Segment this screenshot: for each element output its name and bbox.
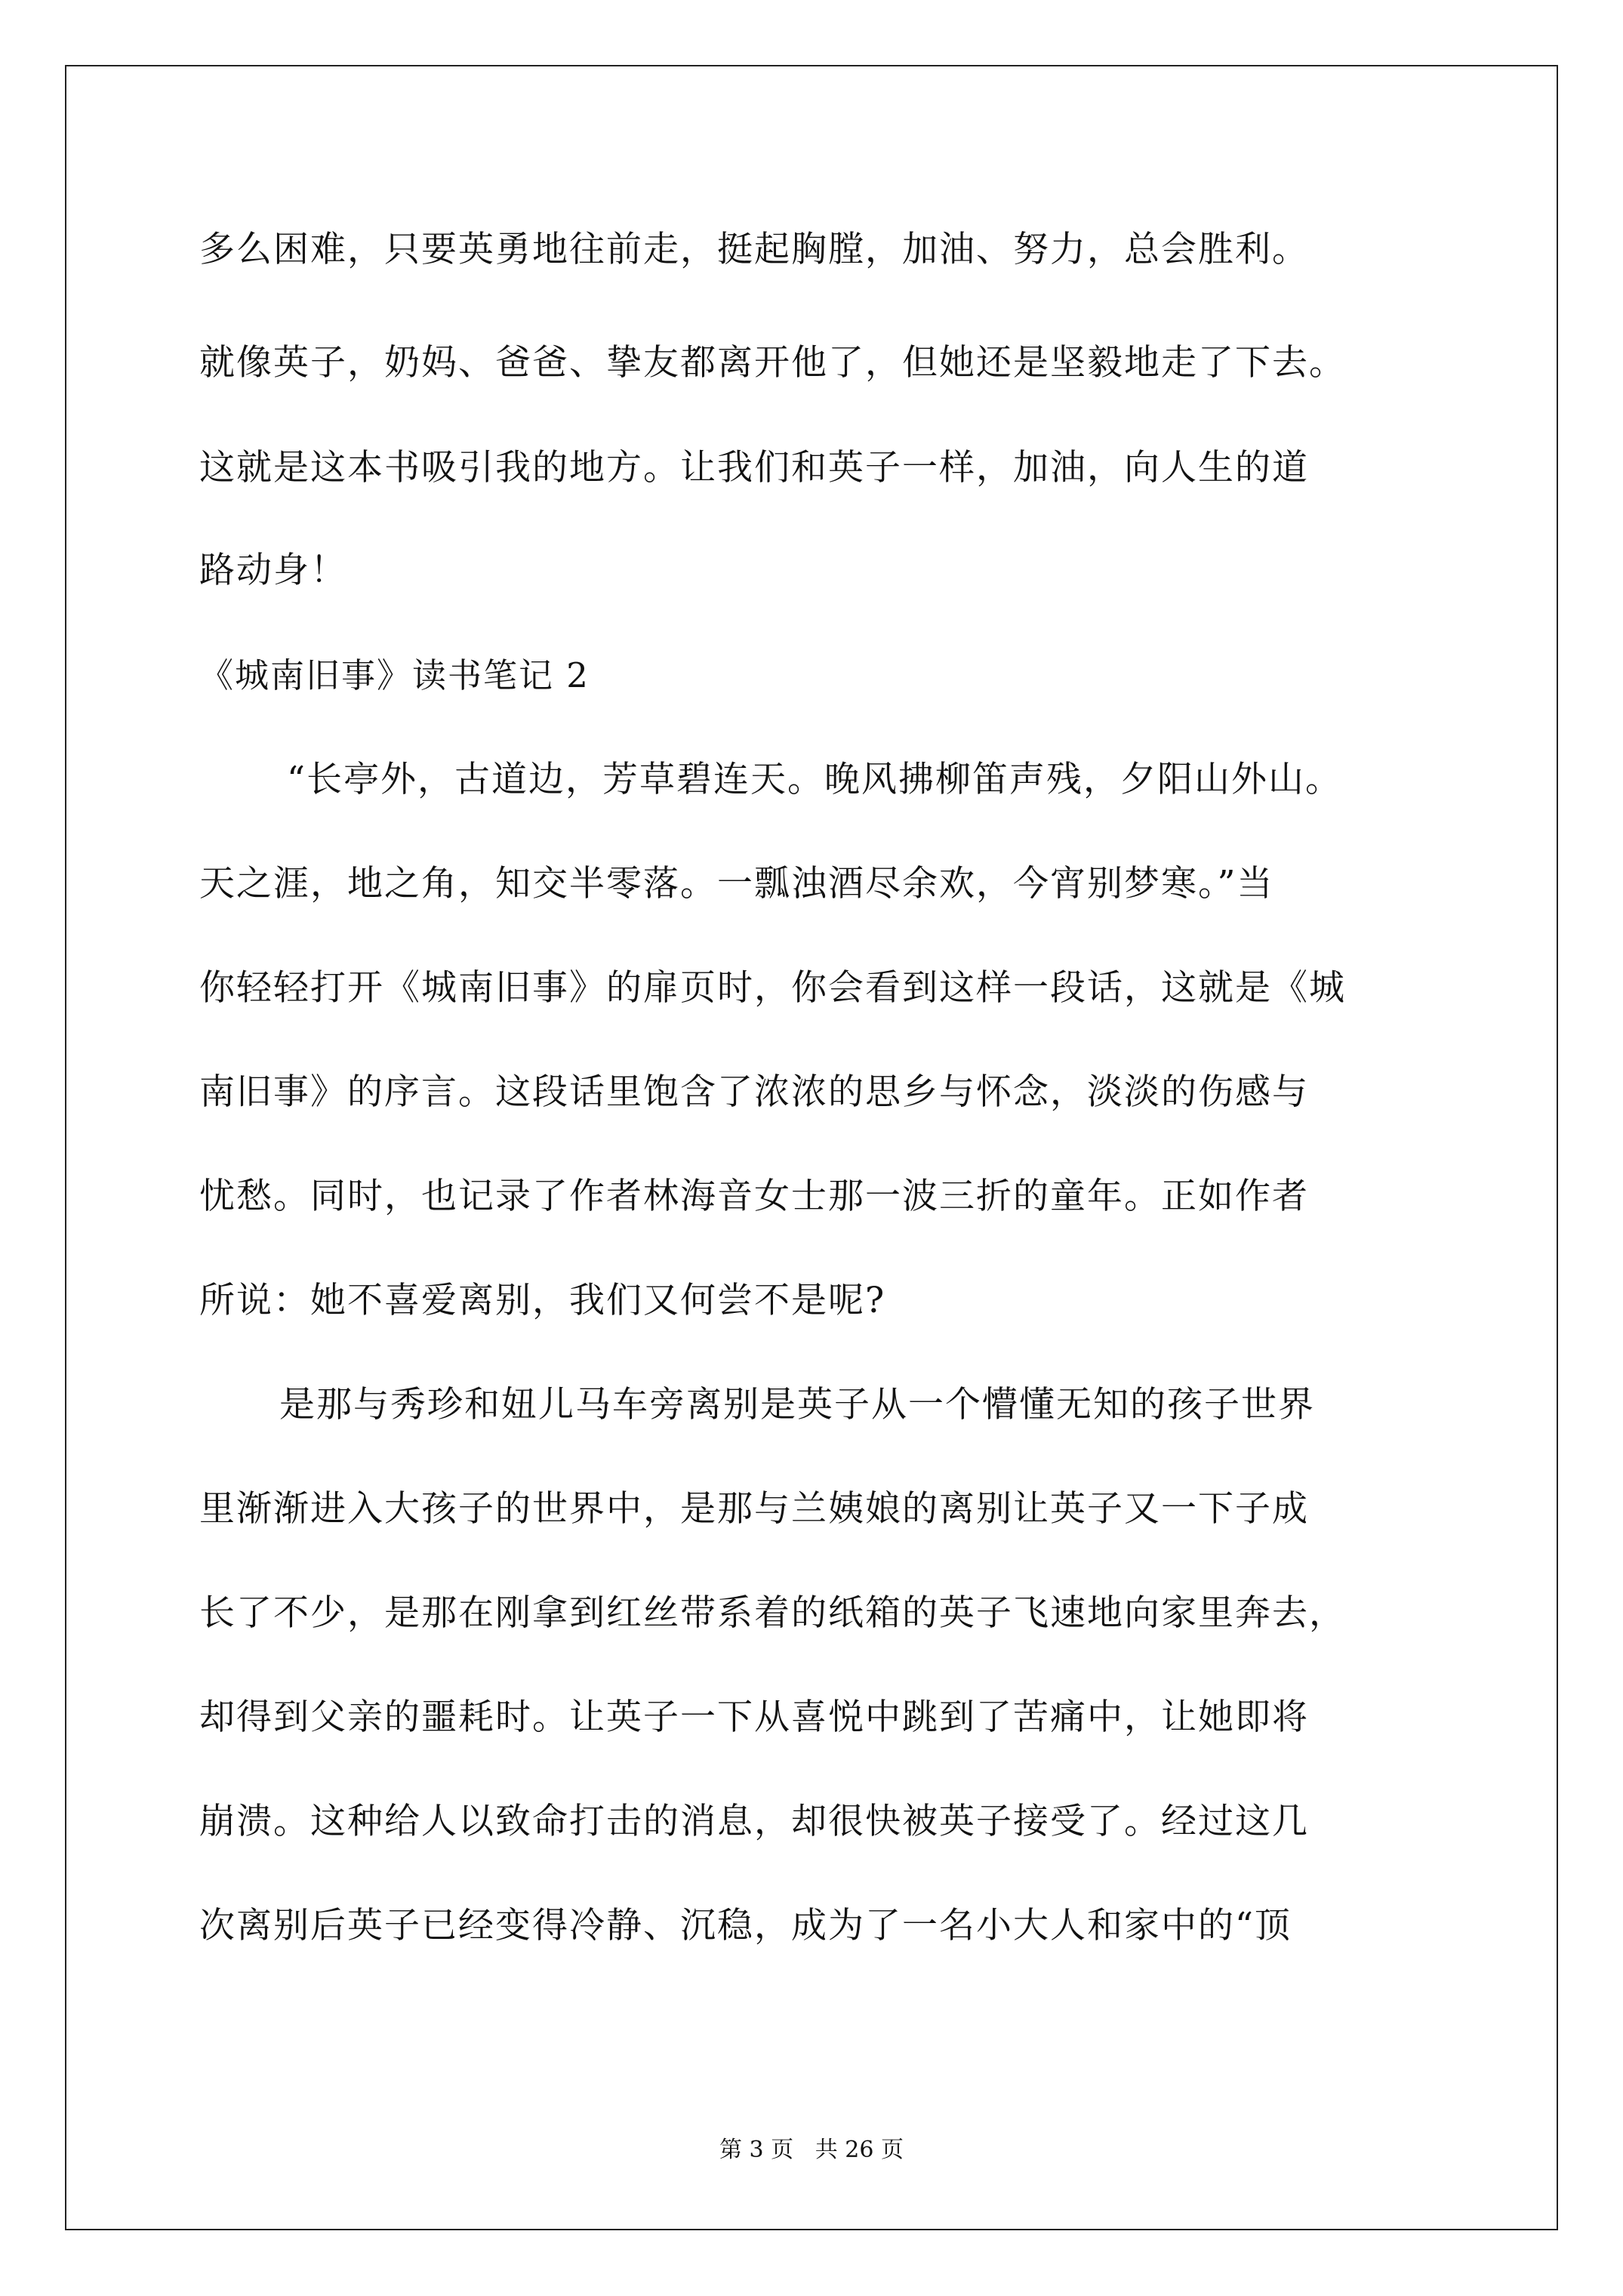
text-line: 南旧事》的序言。这段话里饱含了浓浓的思乡与怀念，淡淡的伤感与 [199, 1071, 1309, 1113]
text-line: 却得到父亲的噩耗时。让英子一下从喜悦中跳到了苦痛中，让她即将 [199, 1697, 1309, 1738]
text-line: 里渐渐进入大孩子的世界中，是那与兰姨娘的离别让英子又一下子成 [199, 1488, 1309, 1530]
text-line: 这就是这本书吸引我的地方。让我们和英子一样，加油，向人生的道 [199, 447, 1309, 488]
text-line: 你轻轻打开《城南旧事》的扉页时，你会看到这样一段话，这就是《城 [199, 967, 1346, 1009]
text-line: 路动身！ [199, 550, 347, 591]
section-heading: 《城南旧事》读书笔记 2 [199, 655, 590, 695]
text-line: 长了不少，是那在刚拿到红丝带系着的纸箱的英子飞速地向家里奔去， [199, 1592, 1346, 1634]
text-line: 多么困难，只要英勇地往前走，挺起胸膛，加油、努力，总会胜利。 [199, 229, 1309, 270]
text-line: 所说：她不喜爱离别，我们又何尝不是呢? [199, 1280, 886, 1321]
paragraph-first-line: “长亭外，古道边，芳草碧连天。晚风拂柳笛声残，夕阳山外山。 [287, 759, 1343, 800]
text-line: 次离别后英子已经变得冷静、沉稳，成为了一名小大人和家中的“顶 [199, 1905, 1292, 1946]
text-line: 崩溃。这种给人以致命打击的消息，却很快被英子接受了。经过这几 [199, 1801, 1309, 1842]
text-line: 天之涯，地之角，知交半零落。一瓢浊酒尽余欢，今宵别梦寒。”当 [199, 863, 1274, 905]
paragraph-first-line: 是那与秀珍和妞儿马车旁离别是英子从一个懵懂无知的孩子世界 [279, 1384, 1315, 1425]
text-line: 忧愁。同时，也记录了作者林海音女士那一波三折的童年。正如作者 [199, 1176, 1309, 1217]
text-line: 就像英子，奶妈、爸爸、挚友都离开他了，但她还是坚毅地走了下去。 [199, 342, 1346, 384]
page-number-footer: 第 3 页 共 26 页 [719, 2137, 904, 2163]
